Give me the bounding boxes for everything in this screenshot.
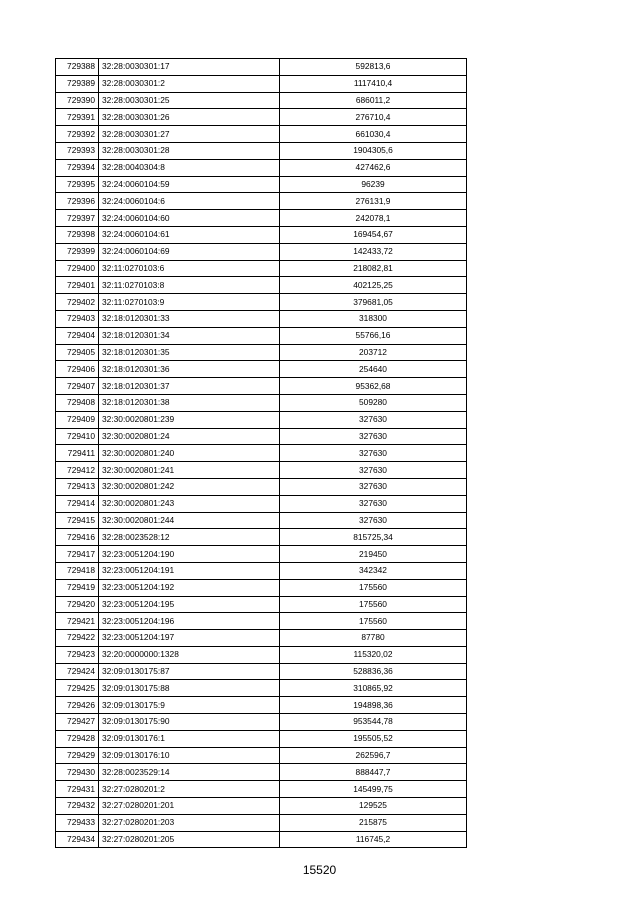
value-cell: 115320,02 [280, 646, 467, 663]
cadastral-number-cell: 32:24:0060104:59 [99, 176, 280, 193]
cadastral-number-cell: 32:28:0030301:17 [99, 59, 280, 76]
table-row [56, 109, 467, 126]
cadastral-number-cell: 32:11:0270103:9 [99, 294, 280, 311]
row-id-cell: 729429 [56, 747, 99, 764]
cadastral-number-cell: 32:23:0051204:195 [99, 596, 280, 613]
value-cell: 95362,68 [280, 378, 467, 395]
table-row [56, 512, 467, 529]
table-row [56, 714, 467, 731]
cadastral-number-cell: 32:28:0023528:12 [99, 529, 280, 546]
row-id-cell: 729432 [56, 798, 99, 815]
table-row [56, 814, 467, 831]
table-row [56, 546, 467, 563]
row-id-cell: 729390 [56, 92, 99, 109]
row-id-cell: 729405 [56, 344, 99, 361]
table-row [56, 142, 467, 159]
table-row [56, 294, 467, 311]
table-row [56, 327, 467, 344]
cadastral-number-cell: 32:23:0051204:192 [99, 579, 280, 596]
cadastral-number-cell: 32:30:0020801:239 [99, 411, 280, 428]
row-id-cell: 729394 [56, 159, 99, 176]
row-id-cell: 729428 [56, 730, 99, 747]
row-id-cell: 729413 [56, 478, 99, 495]
cadastral-number-cell: 32:18:0120301:36 [99, 361, 280, 378]
row-id-cell: 729391 [56, 109, 99, 126]
value-cell: 215875 [280, 814, 467, 831]
cadastral-number-cell: 32:09:0130176:10 [99, 747, 280, 764]
cadastral-number-cell: 32:23:0051204:190 [99, 546, 280, 563]
row-id-cell: 729393 [56, 142, 99, 159]
value-cell: 169454,67 [280, 226, 467, 243]
table-row [56, 344, 467, 361]
table-row [56, 260, 467, 277]
row-id-cell: 729426 [56, 697, 99, 714]
value-cell: 55766,16 [280, 327, 467, 344]
value-cell: 327630 [280, 445, 467, 462]
value-cell: 175560 [280, 579, 467, 596]
value-cell: 528836,36 [280, 663, 467, 680]
value-cell: 402125,25 [280, 277, 467, 294]
value-cell: 276131,9 [280, 193, 467, 210]
row-id-cell: 729395 [56, 176, 99, 193]
table-row [56, 210, 467, 227]
row-id-cell: 729416 [56, 529, 99, 546]
value-cell: 262596,7 [280, 747, 467, 764]
row-id-cell: 729424 [56, 663, 99, 680]
row-id-cell: 729400 [56, 260, 99, 277]
table-row [56, 697, 467, 714]
table-row [56, 764, 467, 781]
row-id-cell: 729427 [56, 714, 99, 731]
value-cell: 888447,7 [280, 764, 467, 781]
table-row [56, 646, 467, 663]
row-id-cell: 729402 [56, 294, 99, 311]
value-cell: 142433,72 [280, 243, 467, 260]
row-id-cell: 729430 [56, 764, 99, 781]
table-row [56, 613, 467, 630]
row-id-cell: 729392 [56, 126, 99, 143]
table-row [56, 159, 467, 176]
value-cell: 327630 [280, 478, 467, 495]
value-cell: 175560 [280, 596, 467, 613]
row-id-cell: 729406 [56, 361, 99, 378]
row-id-cell: 729425 [56, 680, 99, 697]
row-id-cell: 729408 [56, 394, 99, 411]
cadastral-number-cell: 32:24:0060104:60 [99, 210, 280, 227]
value-cell: 310865,92 [280, 680, 467, 697]
table-row [56, 445, 467, 462]
row-id-cell: 729397 [56, 210, 99, 227]
value-cell: 129525 [280, 798, 467, 815]
cadastral-number-cell: 32:18:0120301:35 [99, 344, 280, 361]
cadastral-number-cell: 32:18:0120301:33 [99, 310, 280, 327]
table-row [56, 126, 467, 143]
row-id-cell: 729411 [56, 445, 99, 462]
row-id-cell: 729396 [56, 193, 99, 210]
value-cell: 318300 [280, 310, 467, 327]
value-cell: 815725,34 [280, 529, 467, 546]
cadastral-number-cell: 32:23:0051204:196 [99, 613, 280, 630]
cadastral-number-cell: 32:30:0020801:244 [99, 512, 280, 529]
value-cell: 1117410,4 [280, 75, 467, 92]
table-row [56, 630, 467, 647]
value-cell: 592813,6 [280, 59, 467, 76]
row-id-cell: 729401 [56, 277, 99, 294]
row-id-cell: 729421 [56, 613, 99, 630]
table-row [56, 680, 467, 697]
value-cell: 379681,05 [280, 294, 467, 311]
row-id-cell: 729415 [56, 512, 99, 529]
table-row [56, 75, 467, 92]
value-cell: 87780 [280, 630, 467, 647]
cadastral-number-cell: 32:30:0020801:241 [99, 462, 280, 479]
table-row [56, 92, 467, 109]
cadastral-number-cell: 32:28:0030301:26 [99, 109, 280, 126]
value-cell: 218082,81 [280, 260, 467, 277]
cadastral-number-cell: 32:28:0030301:2 [99, 75, 280, 92]
table-row [56, 579, 467, 596]
table-row [56, 176, 467, 193]
row-id-cell: 729407 [56, 378, 99, 395]
value-cell: 327630 [280, 462, 467, 479]
table-row [56, 562, 467, 579]
cadastral-number-cell: 32:30:0020801:243 [99, 495, 280, 512]
table-row [56, 59, 467, 76]
row-id-cell: 729423 [56, 646, 99, 663]
row-id-cell: 729434 [56, 831, 99, 848]
table-row [56, 428, 467, 445]
row-id-cell: 729414 [56, 495, 99, 512]
value-cell: 175560 [280, 613, 467, 630]
cadastral-number-cell: 32:28:0040304:8 [99, 159, 280, 176]
value-cell: 219450 [280, 546, 467, 563]
row-id-cell: 729399 [56, 243, 99, 260]
row-id-cell: 729389 [56, 75, 99, 92]
cadastral-number-cell: 32:18:0120301:38 [99, 394, 280, 411]
value-cell: 327630 [280, 512, 467, 529]
cadastral-number-cell: 32:20:0000000:1328 [99, 646, 280, 663]
cadastral-number-cell: 32:30:0020801:240 [99, 445, 280, 462]
row-id-cell: 729418 [56, 562, 99, 579]
value-cell: 1904305,6 [280, 142, 467, 159]
table-row [56, 226, 467, 243]
value-cell: 327630 [280, 495, 467, 512]
row-id-cell: 729422 [56, 630, 99, 647]
cadastral-number-cell: 32:09:0130175:9 [99, 697, 280, 714]
table-row [56, 781, 467, 798]
cadastral-number-cell: 32:11:0270103:8 [99, 277, 280, 294]
value-cell: 686011,2 [280, 92, 467, 109]
cadastral-number-cell: 32:27:0280201:2 [99, 781, 280, 798]
cadastral-number-cell: 32:18:0120301:34 [99, 327, 280, 344]
cadastral-number-cell: 32:24:0060104:69 [99, 243, 280, 260]
value-cell: 327630 [280, 411, 467, 428]
cadastral-number-cell: 32:09:0130175:87 [99, 663, 280, 680]
table-row [56, 277, 467, 294]
row-id-cell: 729404 [56, 327, 99, 344]
table-row [56, 831, 467, 848]
row-id-cell: 729412 [56, 462, 99, 479]
cadastral-number-cell: 32:28:0030301:25 [99, 92, 280, 109]
value-cell: 116745,2 [280, 831, 467, 848]
row-id-cell: 729398 [56, 226, 99, 243]
table-row [56, 193, 467, 210]
value-cell: 342342 [280, 562, 467, 579]
table-row [56, 478, 467, 495]
table-row [56, 462, 467, 479]
row-id-cell: 729420 [56, 596, 99, 613]
table-row [56, 310, 467, 327]
cadastral-number-cell: 32:11:0270103:6 [99, 260, 280, 277]
value-cell: 427462,6 [280, 159, 467, 176]
table-row [56, 747, 467, 764]
table-row [56, 394, 467, 411]
cadastral-number-cell: 32:09:0130176:1 [99, 730, 280, 747]
cadastral-number-cell: 32:09:0130175:88 [99, 680, 280, 697]
cadastral-number-cell: 32:30:0020801:24 [99, 428, 280, 445]
table-row [56, 495, 467, 512]
value-cell: 195505,52 [280, 730, 467, 747]
value-cell: 953544,78 [280, 714, 467, 731]
cadastral-number-cell: 32:23:0051204:197 [99, 630, 280, 647]
value-cell: 96239 [280, 176, 467, 193]
value-cell: 203712 [280, 344, 467, 361]
value-cell: 194898,36 [280, 697, 467, 714]
row-id-cell: 729409 [56, 411, 99, 428]
row-id-cell: 729403 [56, 310, 99, 327]
table-row [56, 243, 467, 260]
table-row [56, 411, 467, 428]
row-id-cell: 729431 [56, 781, 99, 798]
row-id-cell: 729388 [56, 59, 99, 76]
row-id-cell: 729419 [56, 579, 99, 596]
table-row [56, 663, 467, 680]
cadastral-number-cell: 32:09:0130175:90 [99, 714, 280, 731]
cadastral-number-cell: 32:27:0280201:203 [99, 814, 280, 831]
row-id-cell: 729433 [56, 814, 99, 831]
cadastral-number-cell: 32:27:0280201:201 [99, 798, 280, 815]
value-cell: 509280 [280, 394, 467, 411]
value-cell: 276710,4 [280, 109, 467, 126]
cadastral-number-cell: 32:18:0120301:37 [99, 378, 280, 395]
table-row [56, 730, 467, 747]
records-table-body [56, 59, 467, 848]
table-row [56, 596, 467, 613]
cadastral-number-cell: 32:30:0020801:242 [99, 478, 280, 495]
cadastral-number-cell: 32:27:0280201:205 [99, 831, 280, 848]
page-number: 15520 [302, 863, 337, 877]
cadastral-number-cell: 32:28:0023529:14 [99, 764, 280, 781]
value-cell: 145499,75 [280, 781, 467, 798]
table-row [56, 378, 467, 395]
records-table [55, 58, 467, 848]
table-row [56, 798, 467, 815]
value-cell: 327630 [280, 428, 467, 445]
cadastral-number-cell: 32:24:0060104:6 [99, 193, 280, 210]
cadastral-number-cell: 32:28:0030301:28 [99, 142, 280, 159]
cadastral-number-cell: 32:28:0030301:27 [99, 126, 280, 143]
cadastral-number-cell: 32:24:0060104:61 [99, 226, 280, 243]
value-cell: 254640 [280, 361, 467, 378]
value-cell: 242078,1 [280, 210, 467, 227]
value-cell: 661030,4 [280, 126, 467, 143]
table-row [56, 361, 467, 378]
cadastral-number-cell: 32:23:0051204:191 [99, 562, 280, 579]
table-row [56, 529, 467, 546]
row-id-cell: 729410 [56, 428, 99, 445]
row-id-cell: 729417 [56, 546, 99, 563]
